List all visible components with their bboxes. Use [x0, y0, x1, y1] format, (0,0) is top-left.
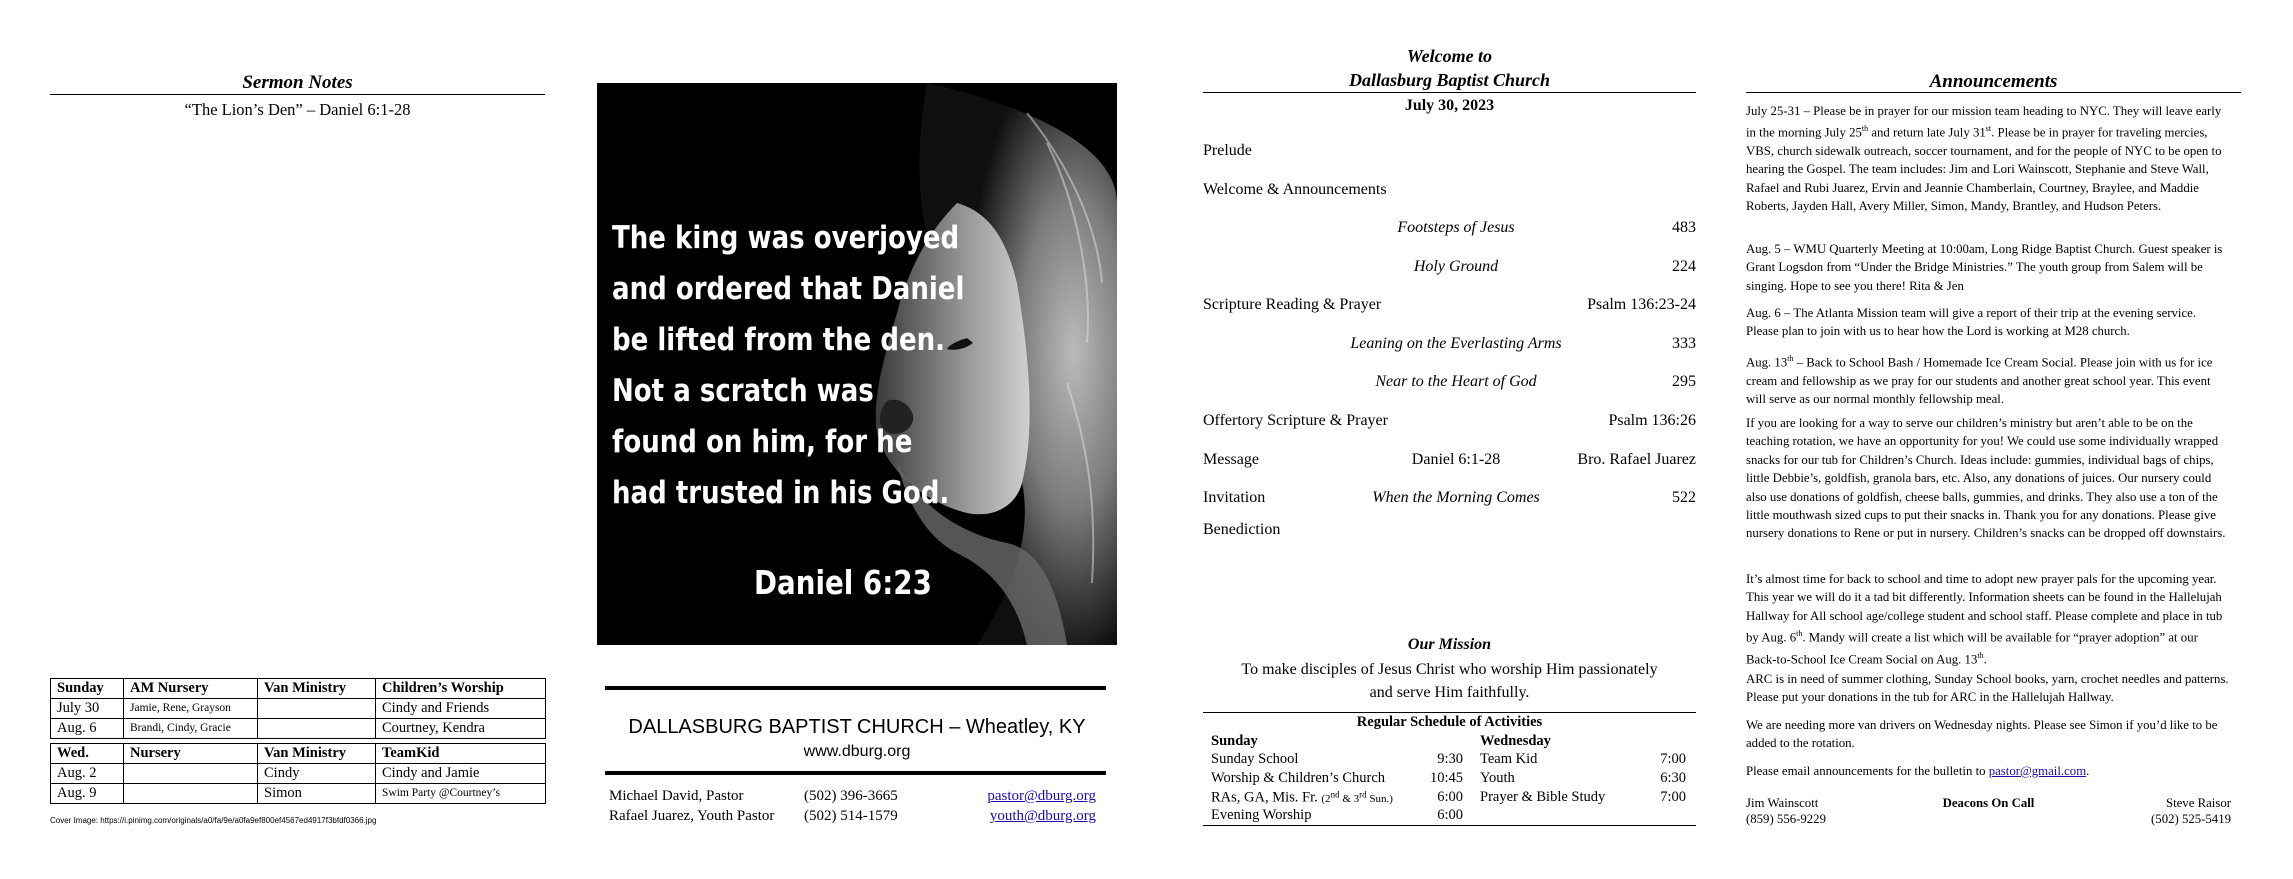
contact-phone: (502) 514-1579	[804, 808, 898, 824]
table-cell: Aug. 9	[51, 784, 124, 804]
table-row	[51, 764, 546, 784]
divider	[1203, 92, 1696, 93]
order-item	[1203, 412, 1696, 432]
order-item	[1203, 181, 1696, 201]
table-cell: July 30	[51, 699, 124, 719]
sunday-schedule-table	[50, 678, 546, 739]
church-website: www.dburg.org	[803, 743, 911, 760]
table-cell: Aug. 6	[51, 719, 124, 739]
table-cell	[258, 719, 376, 739]
cover-image	[597, 83, 1117, 645]
announcement-text: It’s almost time for back to school and time to adopt new prayer pals for the upcoming year. This year we will do it a tad bit differently. Information sheets can be found in the Hallelujah Hallway for All school age/college student and school staff. Please complete and place in tub by Aug. 6	[1746, 572, 2223, 645]
sermon-notes-panel	[50, 0, 545, 879]
order-item	[1203, 258, 1696, 278]
table-cell	[124, 764, 258, 784]
table-header: Van Ministry	[258, 679, 376, 699]
table-row	[51, 784, 546, 804]
schedule-row	[1203, 807, 1696, 825]
hymn-number: 522	[1672, 489, 1696, 506]
ordinal-suffix: st	[1985, 124, 1992, 134]
table-header: Children’s Worship	[376, 679, 546, 699]
quote-line: and ordered that Daniel	[612, 271, 965, 307]
order-item	[1203, 451, 1696, 471]
order-label: Message	[1203, 451, 1259, 468]
divider	[1203, 712, 1696, 713]
deacon-phone: (859) 556-9229	[1746, 812, 1826, 826]
hymn-title: When the Morning Comes	[1372, 489, 1540, 506]
note-sup: nd	[1330, 789, 1340, 799]
announcement-item	[1746, 102, 2231, 216]
cover-reference: Daniel 6:23	[754, 563, 932, 602]
schedule-title: Regular Schedule of Activities	[1356, 714, 1543, 730]
hymn-title: Holy Ground	[1413, 258, 1499, 275]
schedule-row	[1203, 770, 1696, 788]
youth-email-link[interactable]: youth@dburg.org	[989, 808, 1096, 824]
activity-time: 6:00	[1437, 789, 1463, 805]
activity-time: 7:00	[1660, 789, 1686, 805]
service-date: July 30, 2023	[1404, 97, 1495, 114]
ordinal-suffix: th	[1787, 354, 1794, 363]
table-cell: Cindy and Friends	[376, 699, 546, 719]
church-title: Dallasburg Baptist Church	[1348, 70, 1551, 90]
announcement-text: . Mandy will create a list which will be available for “prayer adoption” at our Back-to-School Ice Cream Social on Aug. 13	[1746, 630, 2198, 667]
table-header-row	[51, 744, 546, 764]
activity-name: Team Kid	[1480, 751, 1538, 767]
quote-line: had trusted in his God.	[612, 475, 950, 511]
quote-line: be lifted from the den.	[612, 322, 946, 358]
order-item	[1203, 373, 1696, 393]
contact-phone: (502) 396-3665	[804, 788, 898, 804]
order-label: Prelude	[1203, 142, 1252, 159]
hymn-number: 483	[1672, 219, 1696, 236]
activity-note	[1321, 789, 1393, 805]
order-of-worship-panel	[1203, 0, 1696, 879]
announcement-text: Please email announcements for the bulletin to	[1746, 764, 1989, 778]
welcome-line: Welcome to	[1406, 46, 1493, 66]
deacon-name: Steve Raisor	[2165, 796, 2231, 810]
order-item	[1203, 142, 1696, 162]
table-row	[51, 719, 546, 739]
sermon-text: Daniel 6:1-28	[1411, 451, 1501, 468]
divider	[605, 771, 1106, 775]
table-cell: Simon	[258, 784, 376, 804]
scripture-reference: Psalm 136:26	[1608, 412, 1696, 429]
activity-time: 7:00	[1660, 751, 1686, 767]
ordinal-suffix: th	[1796, 629, 1803, 639]
table-header: Van Ministry	[258, 744, 376, 764]
table-header: TeamKid	[376, 744, 546, 764]
mission-title: Our Mission	[1407, 636, 1492, 653]
note-text: (2	[1321, 792, 1331, 805]
announcement-item: If you are looking for a way to serve our children’s ministry but aren’t able to be on the teaching rotation, we have an opportunity for you! We could use some individually wrapped snacks for our tub for Children’s Church. Ideas include: gummies, individual bags of chips, little Debbie’s, goldfish, granola bars, etc. Also, any donations of juices. Our nursery could also use donations of goldfish, cheese balls, gummies, and drinks. They also use a ton of the little mouthwash sized cups to put their snacks in. Thank you for any donations. Please give nursery donations to Rene or put in nursery. Children’s snacks can be dropped off downstairs.	[1746, 416, 2226, 541]
activity-name: Prayer & Bible Study	[1480, 789, 1606, 805]
activity-name: Worship & Children’s Church	[1211, 770, 1386, 786]
sermon-notes-title: Sermon Notes	[242, 72, 353, 93]
hymn-number: 224	[1672, 258, 1696, 275]
mission-line: and serve Him faithfully.	[1369, 684, 1530, 701]
cover-panel	[597, 0, 1117, 879]
activity-label: RAs, GA, Mis. Fr.	[1211, 789, 1318, 806]
order-item	[1203, 335, 1696, 355]
table-cell: Jamie, Rene, Grayson	[124, 699, 258, 719]
announcement-item	[1746, 762, 2231, 780]
table-cell: Cindy	[258, 764, 376, 784]
mission-statement	[1203, 658, 1696, 704]
mission-line: To make disciples of Jesus Christ who worship Him passionately	[1241, 661, 1658, 678]
quote-line: The king was overjoyed	[612, 220, 960, 256]
announcement-text: Aug. 13	[1746, 355, 1788, 370]
announcement-item	[1746, 570, 2231, 669]
wednesday-schedule-table	[50, 743, 546, 804]
announcement-text: July 25-31 – Please be in prayer for our mission team heading to NYC. They will leave early in the morning July 25	[1746, 104, 2222, 140]
announcement-item: Aug. 5 – WMU Quarterly Meeting at 10:00am, Long Ridge Baptist Church. Guest speaker is Grant Logsdon from “Under the Bridge Ministries.” The youth group from Salem will be singing. Hope to see you there! Rita & Jen	[1746, 242, 2223, 293]
order-item	[1203, 219, 1696, 239]
divider	[50, 94, 545, 95]
hymn-number: 295	[1672, 373, 1696, 390]
announcements-panel	[1746, 0, 2241, 879]
table-cell: Brandi, Cindy, Gracie	[124, 719, 258, 739]
announcement-item	[1746, 350, 2231, 408]
activity-time: 6:30	[1660, 770, 1686, 786]
scripture-reference: Psalm 136:23-24	[1587, 296, 1696, 313]
schedule-header-row	[1203, 733, 1696, 751]
hymn-number: 333	[1672, 335, 1696, 352]
announcement-item: ARC is in need of summer clothing, Sunday School books, yarn, crochet needles and patterns. Please put your donations in the tub for ARC in the Hallelujah Hallway.	[1746, 672, 2229, 705]
ordinal-suffix: th	[1861, 124, 1869, 134]
bulletin-email-link[interactable]: pastor@gmail.com	[1988, 764, 2087, 778]
activity-name: Evening Worship	[1211, 807, 1312, 823]
deacons-title: Deacons On Call	[1942, 796, 2035, 810]
quote-line: Not a scratch was	[612, 373, 874, 409]
table-cell: Swim Party @Courtney’s	[376, 784, 546, 804]
order-label: Scripture Reading & Prayer	[1203, 296, 1382, 313]
announcement-text: .	[1983, 652, 1987, 667]
announcements-title: Announcements	[1929, 71, 2058, 92]
order-item	[1203, 521, 1696, 541]
activity-name	[1211, 789, 1393, 807]
quote-line: found on him, for he	[612, 424, 913, 460]
activity-time: 6:00	[1437, 807, 1463, 823]
activity-name: Sunday School	[1211, 751, 1299, 767]
note-sup: rd	[1359, 789, 1367, 799]
cover-image-credit: Cover Image: https://i.pinimg.com/originals/a0/fa/9e/a0fa9ef800ef4567ed4917f3bfdf0366.jpg	[50, 816, 377, 825]
sunday-header: Sunday	[1211, 733, 1258, 749]
contact-name: Rafael Juarez, Youth Pastor	[609, 808, 775, 824]
note-text: & 3	[1339, 792, 1360, 805]
activity-name: Youth	[1480, 770, 1515, 786]
table-cell	[124, 784, 258, 804]
table-cell: Courtney, Kendra	[376, 719, 546, 739]
announcement-text: – Back to School Bash / Homemade Ice Cream Social. Please join with us for ice cream and fellowship as we pray for our students and another great school year. This event will serve as our normal monthly fellowship meal.	[1746, 355, 2213, 407]
wednesday-header: Wednesday	[1480, 733, 1551, 749]
order-label: Welcome & Announcements	[1203, 181, 1387, 198]
hymn-title: Footsteps of Jesus	[1397, 219, 1515, 236]
hymn-title: Near to the Heart of God	[1375, 373, 1537, 390]
order-label: Invitation	[1203, 489, 1266, 506]
schedule-row	[1203, 751, 1696, 769]
table-header: Nursery	[124, 744, 258, 764]
announcement-text: . Please be in prayer for traveling mercies, VBS, church sidewalk outreach, soccer tournament, and for the people of NYC to be open to hearing the Gospel. The team includes: Jim and Lori Wainscott, Stephanie and Steve Wall, Rafael and Rubi Juarez, Ervin and Jeannie Chamberlain, Courtney, Braylee, and Maddie Roberts, Jayden Hall, Avery Miller, Simon, Mandy, Brantley, and Hudson Peters.	[1746, 125, 2222, 214]
table-cell: Aug. 2	[51, 764, 124, 784]
table-header-row	[51, 679, 546, 699]
note-text: Sun.)	[1366, 792, 1393, 805]
ordinal-suffix: th	[1977, 650, 1984, 660]
table-header: AM Nursery	[124, 679, 258, 699]
deacon-name: Jim Wainscott	[1746, 796, 1819, 810]
order-label: Benediction	[1203, 521, 1281, 538]
activity-time: 9:30	[1437, 751, 1463, 767]
sermon-subtitle: “The Lion’s Den” – Daniel 6:1-28	[184, 100, 411, 119]
table-header: Sunday	[51, 679, 124, 699]
announcement-text: .	[2086, 764, 2090, 778]
speaker-name: Bro. Rafael Juarez	[1577, 451, 1696, 468]
deacon-phone: (502) 525-5419	[2151, 812, 2231, 826]
church-name: DALLASBURG BAPTIST CHURCH – Wheatley, KY	[628, 716, 1086, 738]
table-header: Wed.	[51, 744, 124, 764]
order-item	[1203, 489, 1696, 509]
announcement-text: and return late July 31	[1868, 125, 1986, 140]
order-label: Offertory Scripture & Prayer	[1203, 412, 1388, 429]
announcement-item: Aug. 6 – The Atlanta Mission team will give a report of their trip at the evening service. Please plan to join with us to hear how the Lord is working at M28 church.	[1746, 306, 2197, 339]
order-item	[1203, 296, 1696, 316]
divider	[605, 686, 1106, 690]
table-row	[51, 699, 546, 719]
hymn-title: Leaning on the Everlasting Arms	[1350, 335, 1562, 352]
announcement-item: We are needing more van drivers on Wednesday nights. Please see Simon if you’d like to be added to the rotation.	[1746, 718, 2218, 751]
divider	[1203, 825, 1696, 826]
cover-quote	[612, 213, 964, 519]
contact-name: Michael David, Pastor	[609, 788, 744, 804]
schedule-row	[1203, 789, 1696, 807]
pastor-email-link[interactable]: pastor@dburg.org	[987, 788, 1096, 804]
activity-time: 10:45	[1429, 770, 1463, 786]
divider	[1746, 92, 2241, 93]
table-cell: Cindy and Jamie	[376, 764, 546, 784]
table-cell	[258, 699, 376, 719]
